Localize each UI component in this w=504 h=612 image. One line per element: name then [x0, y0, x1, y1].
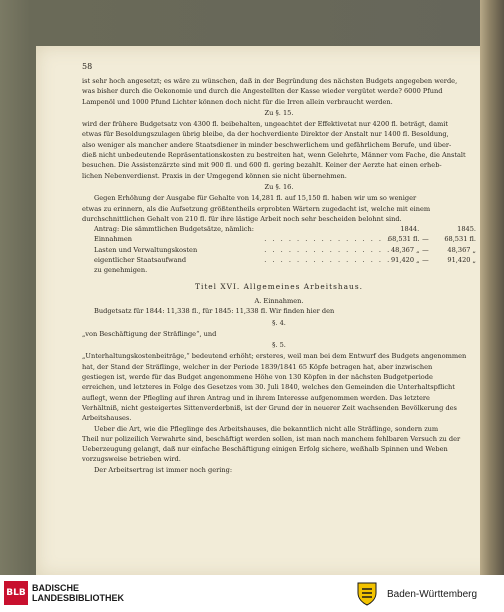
text-line: Theil nur polizeilich Verwahrte sind, beschäftigt werden sollen, ist man nach manchem fehlbaren Versuch zu der [82, 434, 461, 443]
section-heading-5: §. 5. [272, 341, 286, 350]
budget-value-1844: 48,367 „ [390, 245, 420, 254]
page-text [82, 76, 476, 475]
budget-label: Lasten und Verwaltungskosten [94, 245, 198, 254]
budget-value-1845: 48,367 „ [447, 245, 476, 254]
text-line: besuchen. Die Assistenzärzte sind mit 900 fl. und 600 fl. gering bezahlt. Keiner der Aerzte hat einen erheb- [82, 161, 442, 170]
budget-row [82, 234, 476, 244]
title-heading: Titel XVI. Allgemeines Arbeitshaus. [195, 281, 363, 291]
text-line: etwas zu erinnern, als die Aufsetzung größtentheils erprobten Wärtern zugedacht ist, welche mit einem [82, 204, 431, 213]
dash: — [422, 235, 429, 244]
budget-row [82, 255, 476, 265]
text-line: gestiegen ist, werde für das Budget angenommene Höhe von 130 Köpfen in der nächsten Budgetperiode [82, 373, 433, 382]
text-line: wird der frühere Budgetsatz von 4300 fl. beibehalten, ungeachtet der Effektivetat nur 4200 fl. beträgt, damit [82, 120, 449, 129]
leader-dots: . . . . . . . . . . . . . . . . [264, 256, 392, 265]
leader-dots: . . . . . . . . . . . . . . . . [264, 245, 392, 254]
budget-value-1845: 91,420 „ [447, 256, 476, 265]
budget-label: eigentlicher Staatsaufwand [94, 256, 187, 265]
text-line: was bisher durch die Oekonomie und durch die Angestellten der Kasse wieder vergütet werde? 6000 Pfund [82, 87, 443, 96]
year-1845: 1845. [457, 225, 477, 234]
library-line-1: BADISCHE [32, 583, 80, 593]
text-line: Budgetsatz für 1844: 11,338 fl., für 1845: 11,338 fl. Wir finden hier den [94, 307, 335, 316]
text-line: lichen Nebenverdienst. Praxis in der Umgegend können sie nicht übernehmen. [82, 171, 347, 180]
antrag-row [82, 224, 476, 234]
section-heading-16: Zu §. 16. [264, 182, 294, 191]
text-line: Arbeitshauses. [82, 414, 132, 423]
text-line: vorzugsweise betrieben wird. [82, 455, 181, 464]
text-line: Gegen Erhöhung der Ausgabe für Gehalte von 14,281 fl. auf 15,150 fl. haben wir um so weniger [94, 194, 417, 203]
dash: — [422, 245, 429, 254]
budget-label: Einnahmen [94, 235, 132, 244]
book-spine [480, 0, 504, 575]
text-line: etwas für Besoldungszulagen übrig bleibe, da der hochverdiente Direktor der Anstalt nur 1400 fl. Besoldung, [82, 130, 449, 139]
text-line: erreichen, und letzteres in Folge des Gesetzes vom 30. Juli 1840, welches den Gemeinden die Unterhaltspflicht [82, 383, 455, 392]
library-line-2: LANDESBIBLIOTHEK [32, 593, 124, 603]
subtitle-heading: A. Einnahmen. [254, 296, 304, 305]
text-line: „von Beschäftigung der Sträflinge“, und [82, 329, 217, 338]
page-number: 58 [82, 62, 93, 71]
section-heading-4: §. 4. [272, 318, 286, 327]
budget-value-1844: 68,531 fl. [387, 235, 420, 244]
text-line: durchschnittlichen Gehalt von 210 fl. für ihre lästige Arbeit noch sehr bescheiden belohnt sind. [82, 214, 402, 223]
budget-row [82, 245, 476, 255]
dash: — [422, 256, 429, 265]
year-1844: 1844. [400, 225, 420, 234]
text-line: auflegt, wenn der Pflegling auf ihren Antrag und in ihrem Interesse aufgenommen werden. Das letztere [82, 393, 430, 402]
text-line: also weniger als mancher andere Staatsdiener in minder beschwerlichem und gefährlichem Berufe, und über- [82, 140, 452, 149]
budget-value-1844: 91,420 „ [390, 256, 420, 265]
text-line: Verhältniß, nicht gesteigertes Sittenverderbniß, ist der Grund der in neuerer Zeit wachsenden Bevölkerung des [82, 403, 457, 412]
text-line: Ueber die Art, wie die Pfleglinge des Arbeitshauses, die bekanntlich nicht alle Sträflinge, sondern zum [94, 424, 439, 433]
budget-value-1845: 68,531 fl. [444, 235, 476, 244]
text-line: zu genehmigen. [94, 266, 148, 275]
text-line: dieß nicht unbedeutende Repräsentationskosten zu bestreiten hat, wenn Gelehrte, Männer vom Fache, die Anstalt [82, 151, 466, 160]
text-line: hat, der Stand der Sträflinge, welcher in der Periode 1839/1841 65 Köpfe betragen hat, aber inzwischen [82, 362, 433, 371]
library-name [32, 583, 124, 603]
blb-logo: BLB [4, 581, 28, 605]
state-name: Baden-Württemberg [387, 589, 478, 600]
section-heading-15: Zu §. 15. [264, 108, 294, 117]
state-crest-icon [354, 580, 380, 606]
antrag-text: Antrag: Die sämmtlichen Budgetsätze, nämlich: [94, 225, 254, 234]
text-line: ist sehr hoch angesetzt; es wäre zu wünschen, daß in der Begründung des nächsten Budgets angegeben werde, [82, 77, 458, 85]
leader-dots: . . . . . . . . . . . . . . . . [264, 235, 392, 244]
text-line: „Unterhaltungskostenbeiträge,“ bedeutend erhöht; ersteres, weil man bei dem Entwurf des Budgets angenommen [82, 352, 467, 361]
text-line: Lampenöl und 1000 Pfund Lichter können doch nicht für die Irren allein verbraucht werden. [82, 97, 393, 106]
text-line: Der Arbeitsertrag ist immer noch gering: [94, 465, 233, 474]
text-line: Ueberzeugung gelangt, daß nur einfache Beschäftigung einigen Erfolg sichere, weßhalb Spinnen und Weben [82, 445, 448, 454]
